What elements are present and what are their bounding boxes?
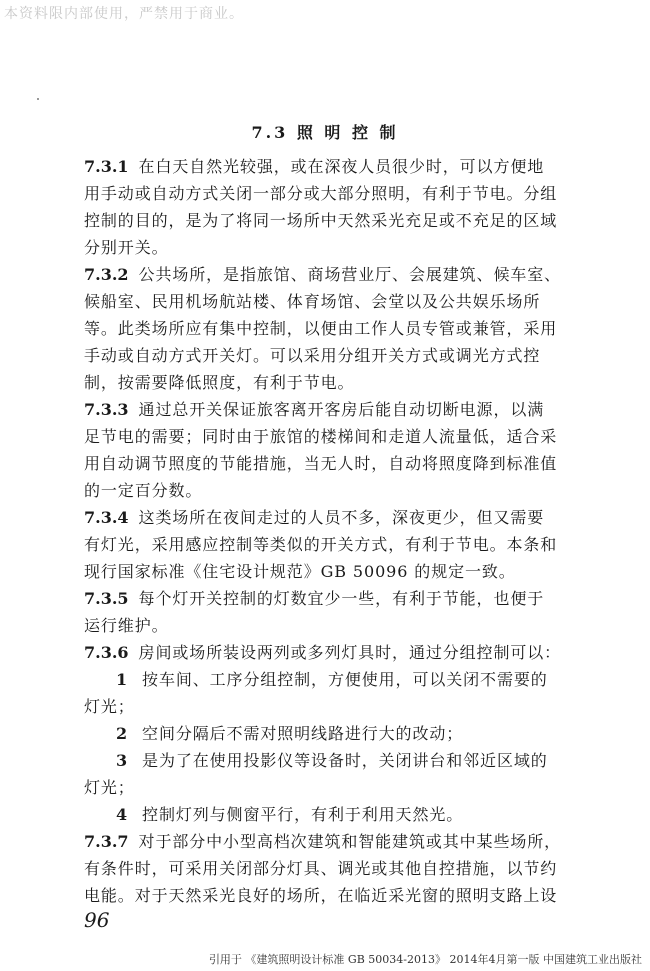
clause-number: 7.3.2 — [84, 265, 129, 284]
text-line: 通过总开关保证旅客离开客房后能自动切断电源，以满 — [138, 400, 545, 419]
item-number: 2 — [116, 724, 129, 743]
text-line: 按车间、工序分组控制，方便使用，可以关闭不需要的 — [142, 670, 548, 689]
item-number: 4 — [116, 805, 129, 824]
list-item-3 — [84, 747, 548, 801]
clause-7-3-3 — [84, 396, 557, 504]
text-line: 对于部分中小型高档次建筑和智能建筑或其中某些场所， — [138, 832, 562, 851]
item-number: 3 — [116, 751, 129, 770]
text-line: 分别开关。 — [84, 238, 169, 257]
clause-number: 7.3.5 — [84, 589, 129, 608]
page-number: 96 — [84, 908, 110, 932]
text-line: 是为了在使用投影仪等设备时，关闭讲台和邻近区域的 — [142, 751, 548, 770]
text-line: 在白天自然光较强，或在深夜人员很少时，可以方便地 — [138, 157, 545, 176]
text-line: 这类场所在夜间走过的人员不多，深夜更少，但又需要 — [138, 508, 545, 527]
clause-7-3-7 — [84, 828, 561, 909]
text-line: 控制灯列与侧窗平行，有利于利用天然光。 — [142, 805, 464, 824]
clause-7-3-6 — [84, 639, 561, 666]
text-line: 灯光； — [84, 778, 135, 797]
text-line: 制，按需要降低照度，有利于节电。 — [84, 373, 355, 392]
text-line: 公共场所，是指旅馆、商场营业厅、会展建筑、候车室、 — [138, 265, 562, 284]
clause-7-3-4 — [84, 504, 557, 585]
text-line: 足节电的需要；同时由于旅馆的楼梯间和走道人流量低，适合采 — [84, 427, 558, 446]
clause-number: 7.3.6 — [84, 643, 129, 662]
text-line: 控制的目的，是为了将同一场所中天然采光充足或不充足的区域 — [84, 211, 558, 230]
text-line: 有灯光，采用感应控制等类似的开关方式，有利于节电。本条和 — [84, 535, 558, 554]
clause-7-3-5 — [84, 585, 544, 639]
clause-number: 7.3.3 — [84, 400, 129, 419]
text-line: 等。此类场所应有集中控制，以便由工作人员专管或兼管，采用 — [84, 319, 558, 338]
text-line: 每个灯开关控制的灯数宜少一些，有利于节能，也便于 — [138, 589, 545, 608]
list-item-4 — [84, 801, 463, 828]
text-line: 房间或场所装设两列或多列灯具时，通过分组控制可以： — [138, 643, 562, 662]
citation-footer: 引用于 《建筑照明设计标准 GB 50034-2013》 2014年4月第一版 中国建筑工业出版社 — [208, 953, 642, 966]
clause-number: 7.3.1 — [84, 157, 129, 176]
clause-7-3-1 — [84, 153, 557, 261]
section-title: 7.3 照 明 控 制 — [251, 123, 399, 142]
text-line: 用手动或自动方式关闭一部分或大部分照明，有利于节电。分组 — [84, 184, 558, 203]
text-line: 电能。对于天然采光良好的场所，在临近采光窗的照明支路上设 — [84, 886, 558, 905]
list-item-2 — [84, 720, 463, 747]
text-line: 运行维护。 — [84, 616, 169, 635]
text-line: 候船室、民用机场航站楼、体育场馆、会堂以及公共娱乐场所 — [84, 292, 541, 311]
text-line: 的一定百分数。 — [84, 481, 203, 500]
margin-mark — [37, 98, 39, 100]
text-line: 空间分隔后不需对照明线路进行大的改动； — [142, 724, 464, 743]
clause-7-3-2 — [84, 261, 561, 396]
text-line: 用自动调节照度的节能措施，当无人时，自动将照度降到标准值 — [84, 454, 558, 473]
text-line: 手动或自动方式开关灯。可以采用分组开关方式或调光方式控 — [84, 346, 541, 365]
text-line: 现行国家标准《住宅设计规范》GB 50096 的规定一致。 — [84, 562, 516, 581]
clause-number: 7.3.4 — [84, 508, 129, 527]
list-item-1 — [84, 666, 548, 720]
watermark: 本资料限内部使用，严禁用于商业。 — [4, 6, 244, 22]
item-number: 1 — [116, 670, 129, 689]
text-line: 有条件时，可采用关闭部分灯具、调光或其他自控措施，以节约 — [84, 859, 558, 878]
clause-number: 7.3.7 — [84, 832, 129, 851]
text-line: 灯光； — [84, 697, 135, 716]
